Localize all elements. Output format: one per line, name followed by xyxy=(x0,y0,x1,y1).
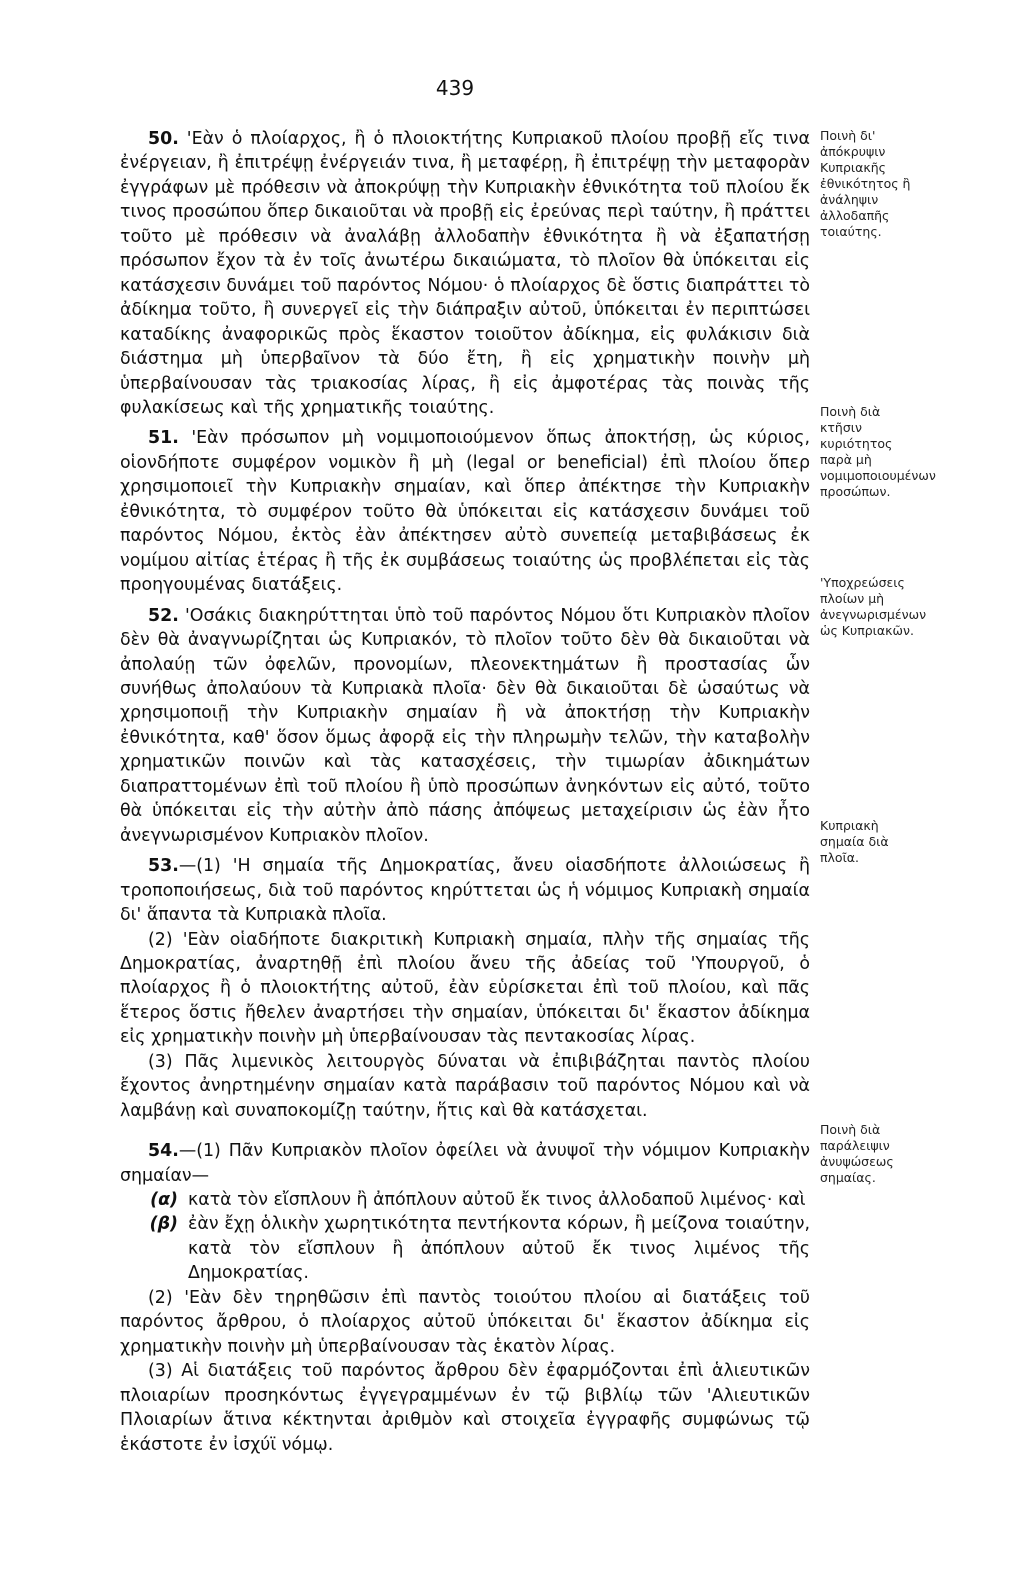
section-51 xyxy=(120,426,810,597)
section-number: 53. xyxy=(148,856,179,877)
page-number: 439 xyxy=(435,76,475,100)
section-number: 51. xyxy=(148,428,179,449)
section-text: 'Εὰν ὁ πλοίαρχος, ἢ ὁ πλοιοκτήτης Κυπριακοῦ πλοίου προβῇ εἴς τινα ἐνέργειαν, ἢ ἐπιτρέψῃ ἐνέργειάν τινα, ἢ μεταφέρῃ, ἢ ἐπιτρέψῃ τὴν μεταφορὰν ἐγγράφων μὲ πρόθεσιν νὰ ἀποκρύψῃ τὴν Κυπριακὴν ἐθνικότητα τοῦ πλοίου ἔκ τινος προσώπου ὅπερ δικαιοῦται νὰ προβῇ εἰς ἐρεύνας περὶ ταύτην, ἢ πράττει τοῦτο μὲ πρόθεσιν νὰ ἀναλάβῃ ἀλλοδαπὴν ἐθνικότητα ἢ νὰ ἐξαπατήσῃ πρόσωπον ἔχον τὰ ἐν τοῖς ἀνωτέρω δικαιώματα, τὸ πλοῖον θὰ ὑπόκειται εἰς κατάσχεσιν δυνάμει τοῦ παρόντος Νόμου· ὁ πλοίαρχος δὲ ὅστις διαπράττει τὸ ἀδίκημα τοῦτο, ἢ συνεργεῖ εἰς τὴν διάπραξιν αὐτοῦ, ὑπόκειται ἐν περιπτώσει καταδίκης ἀναφορικῶς πρὸς ἕκαστον τοιοῦτον ἀδίκημα, εἰς φυλάκισιν διὰ διάστημα μὴ ὑπερβαῖνον τὰ δύο ἔτη, ἢ εἰς χρηματικὴν ποινὴν μὴ ὑπερβαίνουσαν τὰς τριακοσίας λίρας, ἢ εἰς ἀμφοτέρας τὰς ποινὰς τῆς φυλακίσεως καὶ τῆς χρηματικῆς τοιαύτης. xyxy=(120,129,810,418)
item-label: (α) xyxy=(150,1190,178,1211)
section-53 xyxy=(120,854,810,927)
item-label: (β) xyxy=(149,1214,178,1235)
section-text: —(1) Πᾶν Κυπριακὸν πλοῖον ὀφείλει νὰ ἀνυψοῖ τὴν νόμιμον Κυπριακὴν σημαίαν— xyxy=(120,1141,810,1186)
main-text xyxy=(120,127,810,1457)
item-text: κατὰ τὸν εἴσπλουν ἢ ἀπόπλουν αὐτοῦ ἔκ τινος ἀλλοδαποῦ λιμένος· καὶ xyxy=(188,1190,806,1211)
margin-note-51: Ποινὴ διὰ κτῆσιν κυριότητος παρὰ μὴ νομιμοποιουμένων προσώπων. xyxy=(820,404,936,499)
section-53-sub-3: (3) Πᾶς λιμενικὸς λειτουργὸς δύναται νὰ ἐπιβιβάζηται παντὸς πλοίου ἔχοντος ἀνηρτημένην σημαίαν κατὰ παράβασιν τοῦ παρόντος Νόμου καὶ νὰ λαμβάνῃ καὶ συναποκομίζῃ ταύτην, ἥτις καὶ θὰ κατάσχεται. xyxy=(120,1051,810,1121)
section-54 xyxy=(120,1139,810,1188)
section-number: 50. xyxy=(148,129,179,149)
margin-note-50: Ποινὴ δι' ἀπόκρυψιν Κυπριακῆς ἐθνικότητος ἢ ἀνάληψιν ἀλλοδαπῆς τοιαύτης. xyxy=(820,128,911,239)
section-53-sub-2: (2) 'Εὰν οἱαδήποτε διακριτικὴ Κυπριακὴ σημαία, πλὴν τῆς σημαίας τῆς Δημοκρατίας, ἀναρτηθῇ ἐπὶ πλοίου ἄνευ τῆς ἀδείας τοῦ 'Υπουργοῦ, ὁ πλοίαρχος ἢ ὁ πλοιοκτήτης αὐτοῦ, ἐὰν εὑρίσκεται ἐπὶ τοῦ πλοίου, καὶ πᾶς ἕτερος ὅστις ἤθελεν ἀναρτήσει τὴν σημαίαν, ὑπόκειται δι' ἕκαστον ἀδίκημα εἰς χρηματικὴν ποινὴν μὴ ὑπερβαίνουσαν τὰς πεντακοσίας λίρας. xyxy=(120,929,810,1048)
section-54-item-b xyxy=(120,1212,810,1285)
section-54-sub-3: (3) Αἱ διατάξεις τοῦ παρόντος ἄρθρου δὲν ἐφαρμόζονται ἐπὶ ἁλιευτικῶν πλοιαρίων προσηκόντως ἐγγεγραμμένων ἐν τῷ βιβλίῳ τῶν 'Αλιευτικῶν Πλοιαρίων ἅτινα κέκτηνται ἀριθμὸν καὶ στοιχεῖα ἐγγραφῆς συμφώνως τῷ ἑκάστοτε ἐν ἰσχύϊ νόμῳ. xyxy=(120,1361,810,1455)
section-text: —(1) 'Η σημαία τῆς Δημοκρατίας, ἄνευ οἱασδήποτε ἀλλοιώσεως ἢ τροποποιήσεως, διὰ τοῦ παρόντος κηρύττεται ὡς ἡ νόμιμος Κυπριακὴ σημαία δι' ἅπαντα τὰ Κυπριακὰ πλοῖα. xyxy=(120,856,810,926)
margin-note-54: Ποινὴ διὰ παράλειψιν ἀνυψώσεως σημαίας. xyxy=(820,1122,894,1185)
margin-note-52: 'Υποχρεώσεις πλοίων μὴ ἀνεγνωρισμένων ὡς Κυπριακῶν. xyxy=(820,575,927,638)
section-text: 'Οσάκις διακηρύττηται ὑπὸ τοῦ παρόντος Νόμου ὅτι Κυπριακὸν πλοῖον δὲν θὰ ἀναγνωρίζηται ὡς Κυπριακόν, τὸ πλοῖον τοῦτο δὲν θὰ δικαιοῦται νὰ ἀπολαύῃ τῶν ὀφελῶν, προνομίων, πλεονεκτημάτων ἢ προστασίας ὧν συνήθως ἀπολαύουν τὰ Κυπριακὰ πλοῖα· δὲν θὰ δικαιοῦται δὲ ὡσαύτως νὰ χρησιμοποιῇ τὴν Κυπριακὴν σημαίαν ἢ νὰ ἀποκτήσῃ τὴν Κυπριακὴν ἐθνικότητα, καθ' ὅσον ὅμως ἀφορᾷ εἰς τὴν πληρωμὴν τελῶν, τὴν καταβολὴν χρηματικῶν ποινῶν καὶ τὰς κατασχέσεις, τὴν τιμωρίαν ἀδικημάτων διαπραττομένων ἐπὶ τοῦ πλοίου ἢ ὑπὸ προσώπων ἀνηκόντων εἰς αὐτό, τοῦτο θὰ ὑπόκειται εἰς τὴν αὐτὴν ἀπὸ πάσης ἀπόψεως μεταχείρισιν ὡς ἐὰν ἦτο ἀνεγνωρισμένον Κυπριακὸν πλοῖον. xyxy=(120,605,810,846)
section-52 xyxy=(120,604,810,849)
section-54-item-a xyxy=(120,1188,810,1212)
section-text: 'Εὰν πρόσωπον μὴ νομιμοποιούμενον ὅπως ἀποκτήσῃ, ὡς κύριος, οἱονδήποτε συμφέρον νομικὸν ἢ μὴ (legal or beneficial) ἐπὶ πλοίου ὅπερ χρησιμοποιεῖ τὴν Κυπριακὴν σημαίαν, καὶ ὅπερ ἀπέκτησε τὴν Κυπριακὴν ἐθνικότητα, τὸ συμφέρον τοῦτο θὰ ὑπόκειται εἰς κατάσχεσιν δυνάμει τοῦ παρόντος Νόμου, ἐκτὸς ἐὰν ἀπέκτησεν αὐτὸ συνεπείᾳ μεταβιβάσεως ἐκ νομίμου αἰτίας ἑτέρας ἢ τῆς ἐκ συμβάσεως τοιαύτης ὡς προβλέπεται εἰς τὰς προηγουμένας διατάξεις. xyxy=(120,428,811,596)
section-number: 52. xyxy=(148,605,179,626)
section-50 xyxy=(120,127,810,420)
section-54-sub-2: (2) 'Εὰν δὲν τηρηθῶσιν ἐπὶ παντὸς τοιούτου πλοίου αἱ διατάξεις τοῦ παρόντος ἄρθρου, ὁ πλοίαρχος αὐτοῦ ὑπόκειται δι' ἕκαστον ἀδίκημα εἰς χρηματικὴν ποινὴν μὴ ὑπερβαίνουσαν τὰς ἑκατὸν λίρας. xyxy=(120,1287,810,1357)
item-text: ἐὰν ἔχῃ ὁλικὴν χωρητικότητα πεντήκοντα κόρων, ἢ μείζονα τοιαύτην, κατὰ τὸν εἴσπλουν ἢ ἀπόπλουν αὐτοῦ ἔκ τινος λιμένος τῆς Δημοκρατίας. xyxy=(188,1214,810,1284)
margin-note-53: Κυπριακὴ σημαία διὰ πλοῖα. xyxy=(820,818,889,865)
section-number: 54. xyxy=(148,1141,179,1162)
